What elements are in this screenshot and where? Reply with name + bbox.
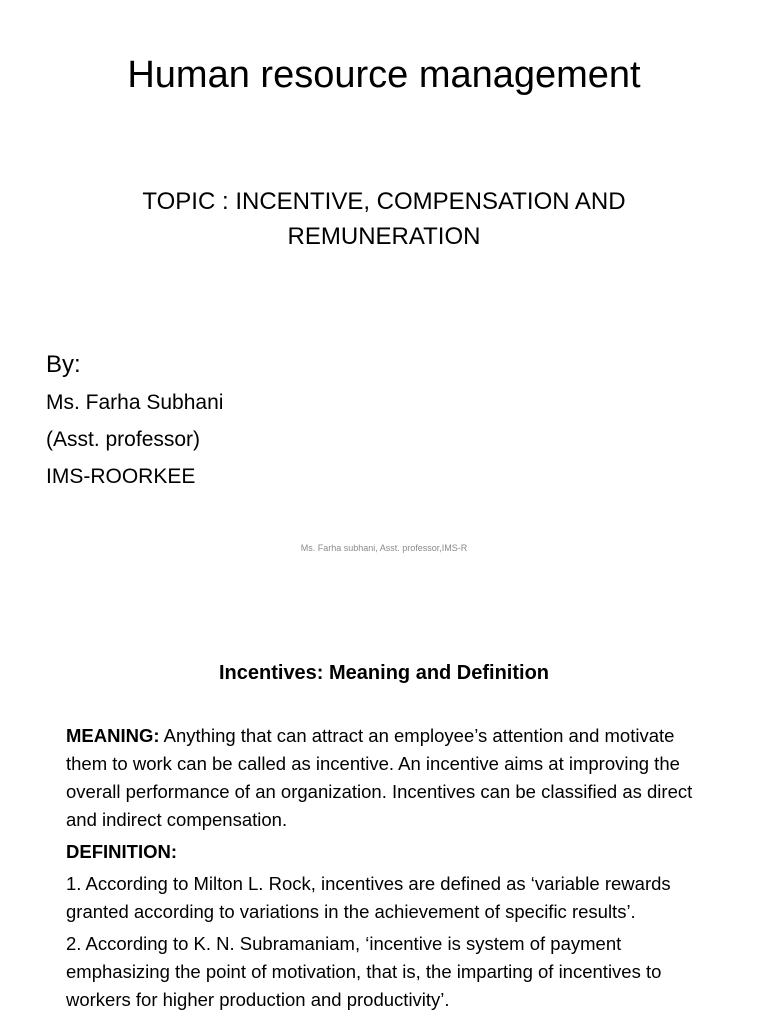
slide-incentives [0,620,768,1024]
incentives-heading: Incentives: Meaning and Definition [218,662,550,684]
author-role: (Asst. professor) [46,428,201,451]
topic-line-1: TOPIC : INCENTIVE, COMPENSATION AND [142,188,626,215]
meaning-paragraph [66,722,706,834]
definition-2: 2. According to K. N. Subramaniam, ‘incentive is system of payment emphasizing the point of motivation, that is, the imparting of incentives to workers for higher production and productivity’. [66,933,662,1010]
author-institute: IMS-ROORKEE [46,465,196,488]
definition-label: DEFINITION: [66,841,177,862]
definition-1: 1. According to Milton L. Rock, incentives are defined as ‘variable rewards granted according to variations in the achievement of specific results’. [66,873,671,922]
incentives-body [66,722,706,1018]
slide-footer: Ms. Farha subhani, Asst. professor,IMS-R [300,543,468,553]
author-name: Ms. Farha Subhani [46,391,224,414]
author-block [46,346,223,495]
by-label: By: [46,351,81,378]
meaning-text: Anything that can attract an employee’s attention and motivate them to work can be called as incentive. An incentive aims at improving the overall performance of an organization. Incentives can be classified as direct and indirect compensation. [66,725,693,830]
topic-heading [100,184,668,254]
topic-line-2: REMUNERATION [287,223,481,250]
meaning-label: MEANING: [66,725,160,746]
slide-title-heading: Human resource management [127,54,641,96]
